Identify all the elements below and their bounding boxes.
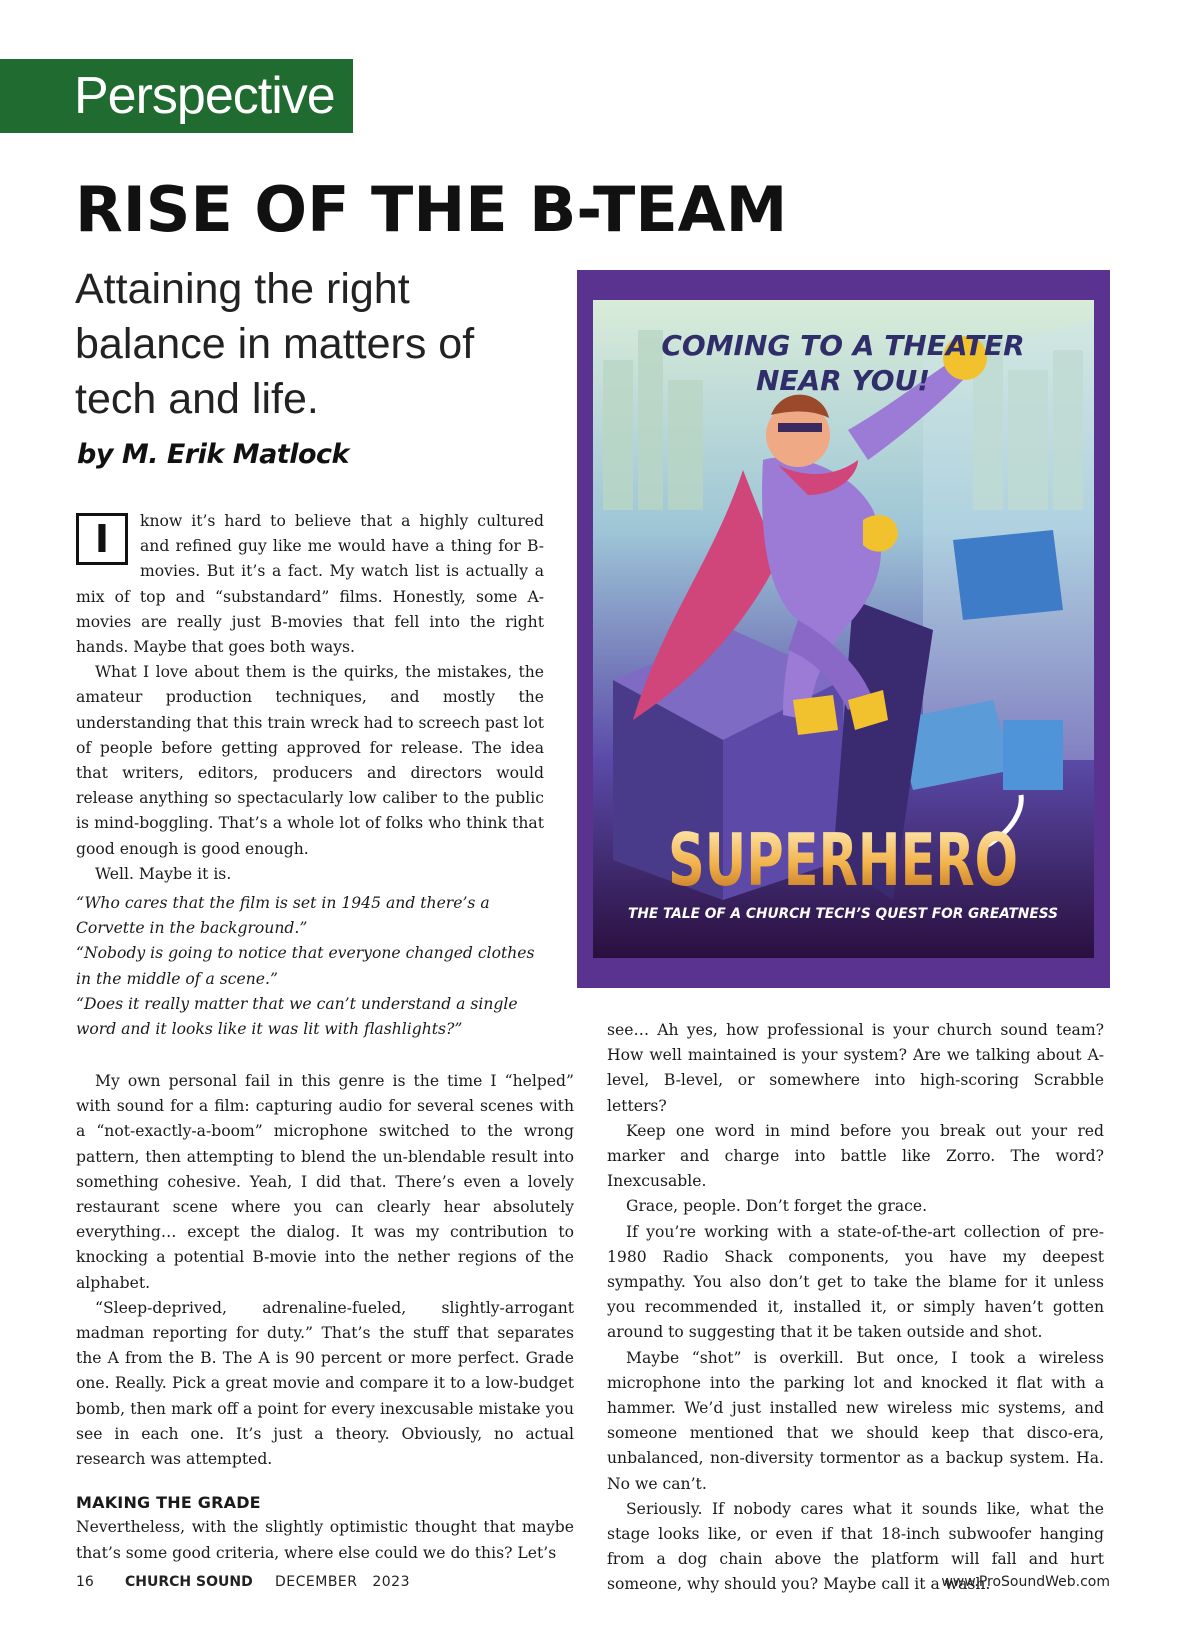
section-tab <box>0 59 353 133</box>
paragraph: see… Ah yes, how professional is your church sound team? How well maintained is your system? Are we talking about A-level, B-level, or somewhere into high-scoring Scrabble letters? <box>607 1021 1104 1115</box>
section-label: Perspective <box>74 67 335 125</box>
page-footer <box>0 1574 1200 1598</box>
poster-artwork <box>593 300 1094 958</box>
paragraph: “Sleep-deprived, adrenaline-fueled, slightly-arrogant madman reporting for duty.” That’s the stuff that separates the A from the B. The A is 90 percent or more perfect. Grade one. Really. Pick a great movie and compare it to a low-budget bomb, then mark off a point for every inexcusable mistake you see in each one. It’s just a theory. Obviously, no actual research was attempted. <box>76 1298 574 1469</box>
paragraph: Seriously. If nobody cares what it sounds like, what the stage looks like, or even if that 18-inch subwoofer hanging from a dog chain above the platform will fall and hurt someone, why should you? Maybe call it a wash. <box>607 1499 1104 1594</box>
paragraph: Well. Maybe it is. <box>95 864 232 883</box>
issue-date: DECEMBER 2023 <box>275 1574 410 1590</box>
paragraph: What I love about them is the quirks, the mistakes, the amateur production techniques, and mostly the understanding that this train wreck had to screech past lot of people before getting approved for release. The idea that writers, editors, producers and directors would release anything so spectacularly low caliber to the public is mind-boggling. That’s a whole lot of folks who think that good enough is good enough. <box>76 663 544 858</box>
paragraph: Keep one word in mind before you break out your red marker and charge into battle like Zorro. The word? Inexcusable. <box>607 1121 1104 1191</box>
article-subhead: Attaining the right balance in matters of tech and life. <box>75 265 475 423</box>
article-byline: by M. Erik Matlock <box>77 439 349 470</box>
section-heading: MAKING THE GRADE <box>76 1493 261 1513</box>
poster-subtitle: THE TALE OF A CHURCH TECH’S QUEST FOR GREATNESS <box>628 906 1058 922</box>
magazine-name: CHURCH SOUND <box>125 1574 253 1590</box>
article-headline: RISE OF THE B-TEAM <box>75 173 788 246</box>
quote: “Does it really matter that we can’t understand a single word and it looks like it was lit with flashlights?” <box>76 994 518 1039</box>
poster-tagline-line1: COMING TO A THEATER <box>661 329 1025 362</box>
article-column-left-bottom <box>76 1069 574 1566</box>
quote-block <box>76 891 546 1042</box>
poster-title: SUPERHERO <box>668 818 1018 902</box>
paragraph: Maybe “shot” is overkill. But once, I took a wireless microphone into the parking lot and knocked it flat with a hammer. We’d just installed new wireless mic systems, and someone mentioned that we should keep that disco-era, unbalanced, non-diversity tormentor as a backup system. Ha. No we can’t. <box>607 1348 1104 1493</box>
movie-poster-illustration <box>577 270 1110 988</box>
article-column-left-top <box>76 509 544 887</box>
page-number: 16 <box>76 1574 94 1590</box>
quote: “Nobody is going to notice that everyone changed clothes in the middle of a scene.” <box>76 944 535 988</box>
article-column-right <box>607 1018 1104 1598</box>
website-url: www.ProSoundWeb.com <box>941 1574 1110 1590</box>
paragraph: If you’re working with a state-of-the-art collection of pre-1980 Radio Shack components, you have my deepest sympathy. You also don’t get to take the blame for it unless you recommended it, installed it, or simply haven’t gotten around to suggesting that it be taken outside and shot. <box>607 1222 1104 1342</box>
poster-tagline-line2: NEAR YOU! <box>755 364 931 397</box>
quote: “Who cares that the film is set in 1945 and there’s a Corvette in the background.” <box>76 894 490 938</box>
paragraph: My own personal fail in this genre is the time I “helped” with sound for a film: capturing audio for several scenes with a “not-exactly-a-boom” microphone switched to the wrong pattern, then attempting to blend the un-blendable result into something cohesive. Yeah, I did that. There’s even a lovely restaurant scene where you can clearly hear absolutely everything… except the dialog. It was my contribution to knocking a potential B-movie into the nether regions of the alphabet. <box>76 1072 574 1292</box>
paragraph: know it’s hard to believe that a highly cultured and refined guy like me would have a thing for B-movies. But it’s a fact. My watch list is actually a mix of top and “substandard” films. Honestly, some A-movies are really just B-movies that fell into the right hands. Maybe that goes both ways. <box>76 512 544 657</box>
drop-cap: I <box>76 513 128 565</box>
paragraph: Nevertheless, with the slightly optimistic thought that maybe that’s some good criteria, where else could we do this? Let’s <box>76 1518 574 1562</box>
paragraph: Grace, people. Don’t forget the grace. <box>626 1197 928 1216</box>
